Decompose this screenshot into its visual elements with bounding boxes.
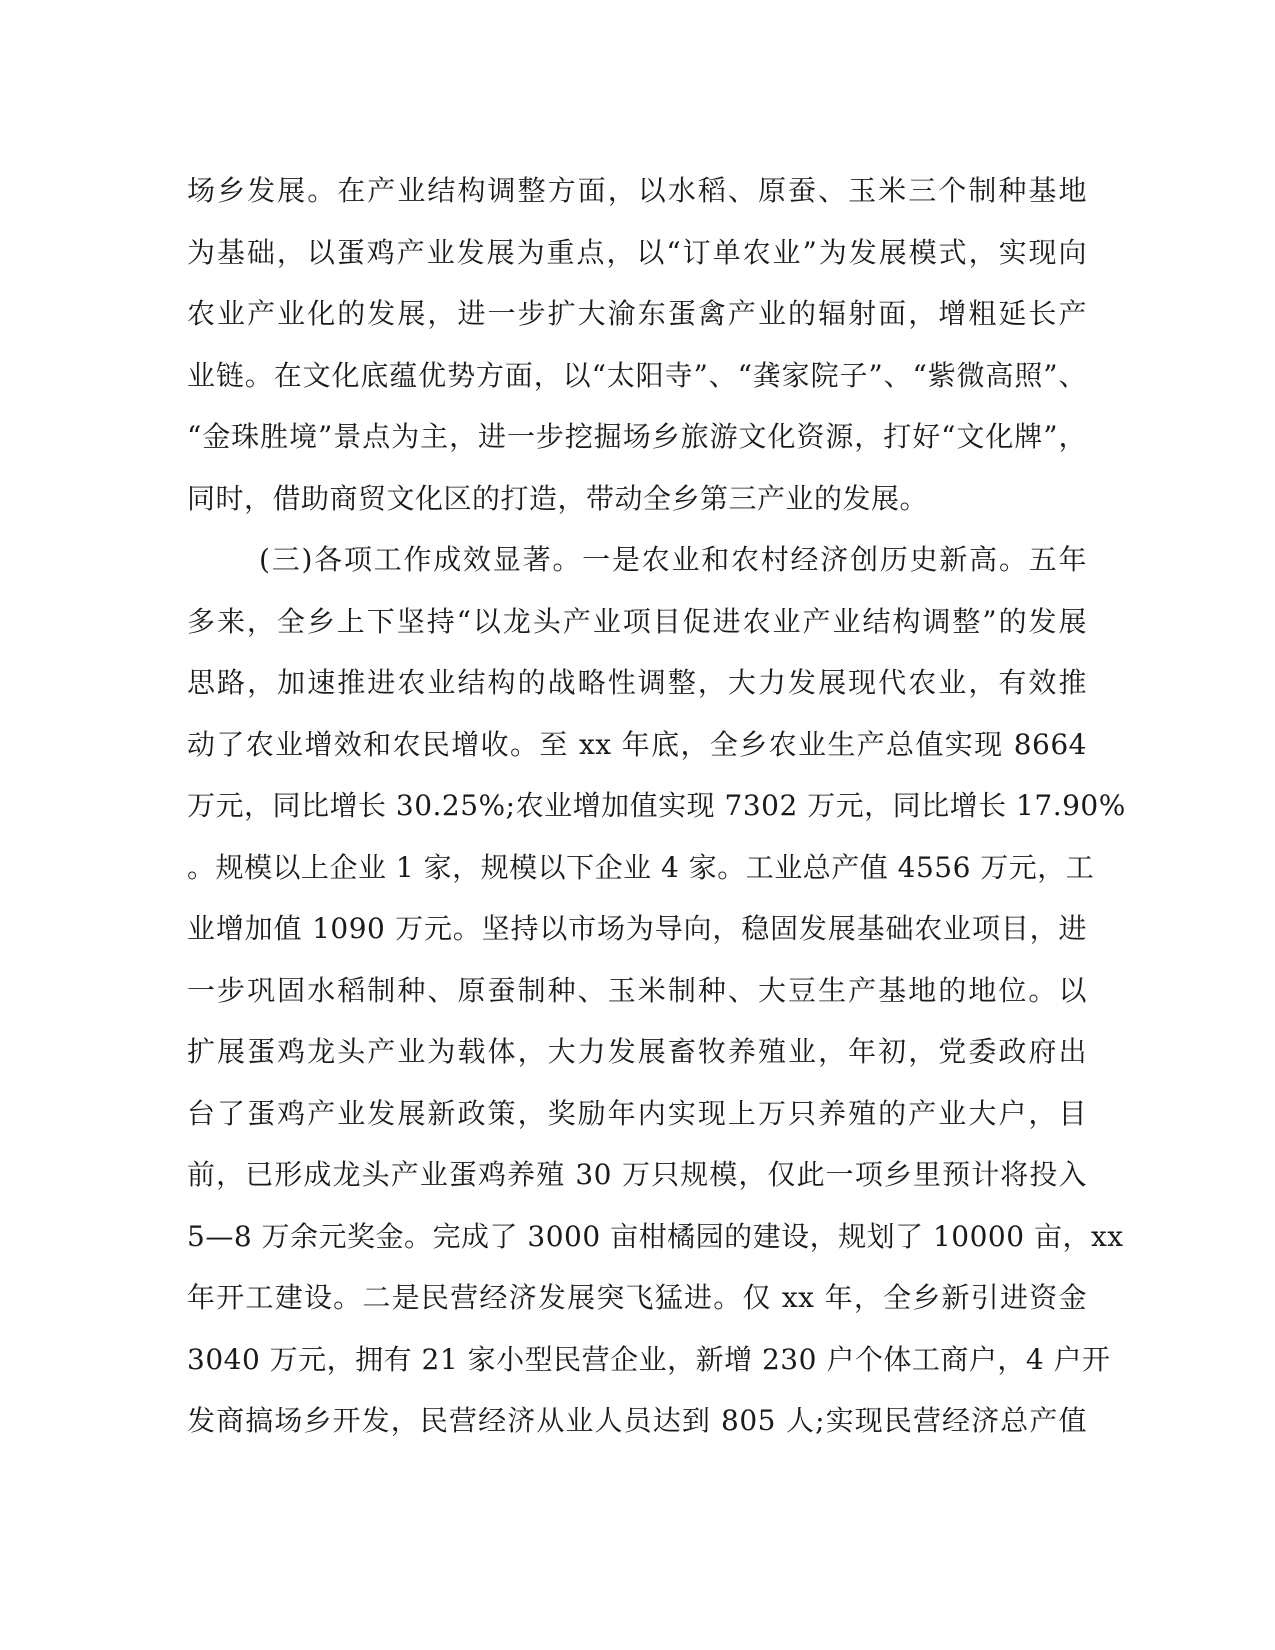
text-line: 台了蛋鸡产业发展新政策，奖励年内实现上万只养殖的产业大户，目 (187, 1096, 1087, 1130)
text-line: “金珠胜境”景点为主，进一步挖掘场乡旅游文化资源，打好“文化牌”， (187, 420, 1087, 453)
text-line: 万元，同比增长 30.25%;农业增加值实现 7302 万元，同比增长 17.90% (187, 789, 1126, 822)
text-line: 前，已形成龙头产业蛋鸡养殖 30 万只规模，仅此一项乡里预计将投入 (187, 1158, 1087, 1191)
text-line: (三)各项工作成效显著。一是农业和农村经济创历史新高。五年 (259, 543, 1087, 576)
text-line: 思路，加速推进农业结构的战略性调整，大力发展现代农业，有效推 (187, 666, 1087, 699)
text-line: 多来，全乡上下坚持“以龙头产业项目促进农业产业结构调整”的发展 (187, 604, 1087, 638)
paragraph-1 (187, 160, 1087, 529)
text-line: 5—8 万余元奖金。完成了 3000 亩柑橘园的建设，规划了 10000 亩，xx (187, 1219, 1124, 1253)
text-line: 。规模以上企业 1 家，规模以下企业 4 家。工业总产值 4556 万元，工 (187, 850, 1095, 884)
text-line: 扩展蛋鸡龙头产业为载体，大力发展畜牧养殖业，年初，党委政府出 (187, 1035, 1087, 1068)
text-line: 业增加值 1090 万元。坚持以市场为导向，稳固发展基础农业项目，进 (187, 912, 1087, 945)
text-line: 场乡发展。在产业结构调整方面，以水稻、原蚕、玉米三个制种基地 (187, 174, 1087, 207)
text-line: 同时，借助商贸文化区的打造，带动全乡第三产业的发展。 (187, 481, 929, 515)
text-line: 动了农业增效和农民增收。至 xx 年底，全乡农业生产总值实现 8664 (187, 727, 1087, 761)
paragraph-2 (187, 529, 1126, 1452)
text-line: 一步巩固水稻制种、原蚕制种、玉米制种、大豆生产基地的地位。以 (187, 973, 1087, 1007)
text-line: 年开工建设。二是民营经济发展突飞猛进。仅 xx 年，全乡新引进资金 (187, 1281, 1087, 1314)
text-line: 为基础，以蛋鸡产业发展为重点，以“订单农业”为发展模式，实现向 (187, 235, 1087, 269)
text-line: 3040 万元，拥有 21 家小型民营企业，新增 230 户个体工商户，4 户开 (187, 1342, 1111, 1376)
document-body (187, 160, 1126, 1452)
text-line: 发商搞场乡开发，民营经济从业人员达到 805 人;实现民营经济总产值 (187, 1404, 1087, 1437)
text-line: 农业产业化的发展，进一步扩大渝东蛋禽产业的辐射面，增粗延长产 (187, 297, 1087, 330)
text-line: 业链。在文化底蕴优势方面，以“太阳寺”、“龚家院子”、“紫微高照”、 (187, 358, 1087, 392)
